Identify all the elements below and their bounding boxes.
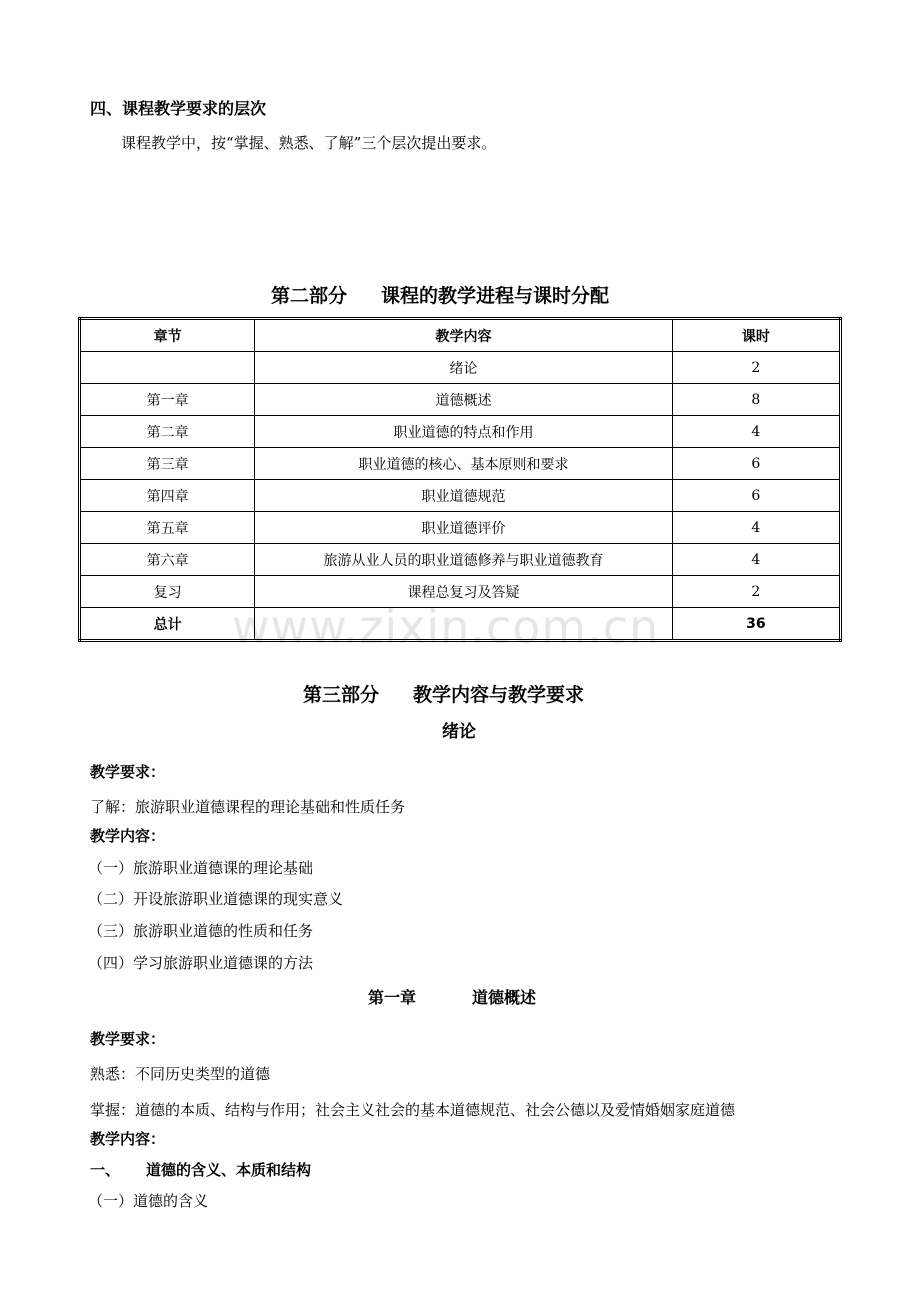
table-row — [80, 544, 841, 576]
chapter1-heading-title: 道德概述 — [472, 988, 537, 1007]
intro-content-item: （三）旅游职业道德的性质和任务 — [88, 922, 314, 940]
chapter1-req-item: 熟悉：不同历史类型的道德 — [90, 1065, 271, 1083]
chapter1-section — [90, 1159, 311, 1180]
cell-content: 旅游从业人员的职业道德修养与职业道德教育 — [255, 544, 673, 576]
cell-chapter: 第五章 — [80, 512, 255, 544]
cell-hours: 6 — [672, 480, 840, 512]
cell-chapter: 第四章 — [80, 480, 255, 512]
chapter1-req-label: 教学要求： — [90, 1030, 166, 1048]
cell-hours: 8 — [672, 384, 840, 416]
part2-title — [271, 281, 609, 308]
cell-chapter: 复习 — [80, 576, 255, 608]
intro-req-item: 了解：旅游职业道德课程的理论基础和性质任务 — [90, 798, 406, 816]
intro-content-item: （一）旅游职业道德课的理论基础 — [88, 859, 314, 877]
total-label: 总计 — [80, 608, 255, 641]
part3-title-text: 教学内容与教学要求 — [413, 684, 585, 706]
intro-req-label: 教学要求： — [90, 763, 166, 781]
cell-chapter: 第三章 — [80, 448, 255, 480]
chapter1-req-item: 掌握：道德的本质、结构与作用；社会主义社会的基本道德规范、社会公德以及爱情婚姻家庭道德 — [90, 1101, 736, 1119]
cell-content: 职业道德评价 — [255, 512, 673, 544]
section4-heading: 四、课程教学要求的层次 — [90, 99, 267, 118]
chapter1-heading — [368, 985, 536, 1008]
cell-chapter: 第二章 — [80, 416, 255, 448]
total-hours: 36 — [672, 608, 840, 641]
table-row — [80, 352, 841, 384]
part3-title — [303, 680, 584, 707]
cell-hours: 4 — [672, 416, 840, 448]
cell-chapter: 第六章 — [80, 544, 255, 576]
table-row — [80, 576, 841, 608]
intro-content-item: （四）学习旅游职业道德课的方法 — [88, 954, 314, 972]
header-content: 教学内容 — [255, 319, 673, 352]
part2-title-prefix: 第二部分 — [271, 285, 348, 307]
table-row — [80, 448, 841, 480]
intro-content-label: 教学内容： — [90, 827, 166, 845]
table-row — [80, 480, 841, 512]
header-hours: 课时 — [672, 319, 840, 352]
cell-content: 课程总复习及答疑 — [255, 576, 673, 608]
header-chapter: 章节 — [80, 319, 255, 352]
cell-hours: 2 — [672, 576, 840, 608]
cell-hours: 4 — [672, 512, 840, 544]
cell-content: 职业道德的特点和作用 — [255, 416, 673, 448]
cell-content: 绪论 — [255, 352, 673, 384]
cell-chapter — [80, 352, 255, 384]
cell-content: 道德概述 — [255, 384, 673, 416]
chapter1-sub-item: （一）道德的含义 — [88, 1192, 209, 1210]
schedule-table — [78, 317, 842, 642]
cell-hours: 2 — [672, 352, 840, 384]
watermark: www.zixin.com.cn — [232, 600, 660, 654]
cell-content: 职业道德的核心、基本原则和要求 — [255, 448, 673, 480]
cell-hours: 4 — [672, 544, 840, 576]
cell-hours: 6 — [672, 448, 840, 480]
chapter1-section-num: 一、 — [90, 1161, 121, 1179]
part3-title-prefix: 第三部分 — [303, 684, 380, 706]
table-row — [80, 512, 841, 544]
table-row — [80, 416, 841, 448]
table-total-row — [80, 608, 841, 641]
intro-heading: 绪论 — [442, 722, 476, 742]
chapter1-heading-num: 第一章 — [368, 988, 417, 1007]
section4-text: 课程教学中，按“掌握、熟悉、了解”三个层次提出要求。 — [121, 134, 497, 152]
part2-title-text: 课程的教学进程与课时分配 — [381, 285, 610, 307]
chapter1-section-title: 道德的含义、本质和结构 — [146, 1161, 312, 1179]
intro-content-item: （二）开设旅游职业道德课的现实意义 — [88, 890, 344, 908]
table-row — [80, 384, 841, 416]
chapter1-content-label: 教学内容： — [90, 1130, 166, 1148]
total-content-empty — [255, 608, 673, 641]
cell-content: 职业道德规范 — [255, 480, 673, 512]
table-header-row — [80, 319, 841, 352]
cell-chapter: 第一章 — [80, 384, 255, 416]
